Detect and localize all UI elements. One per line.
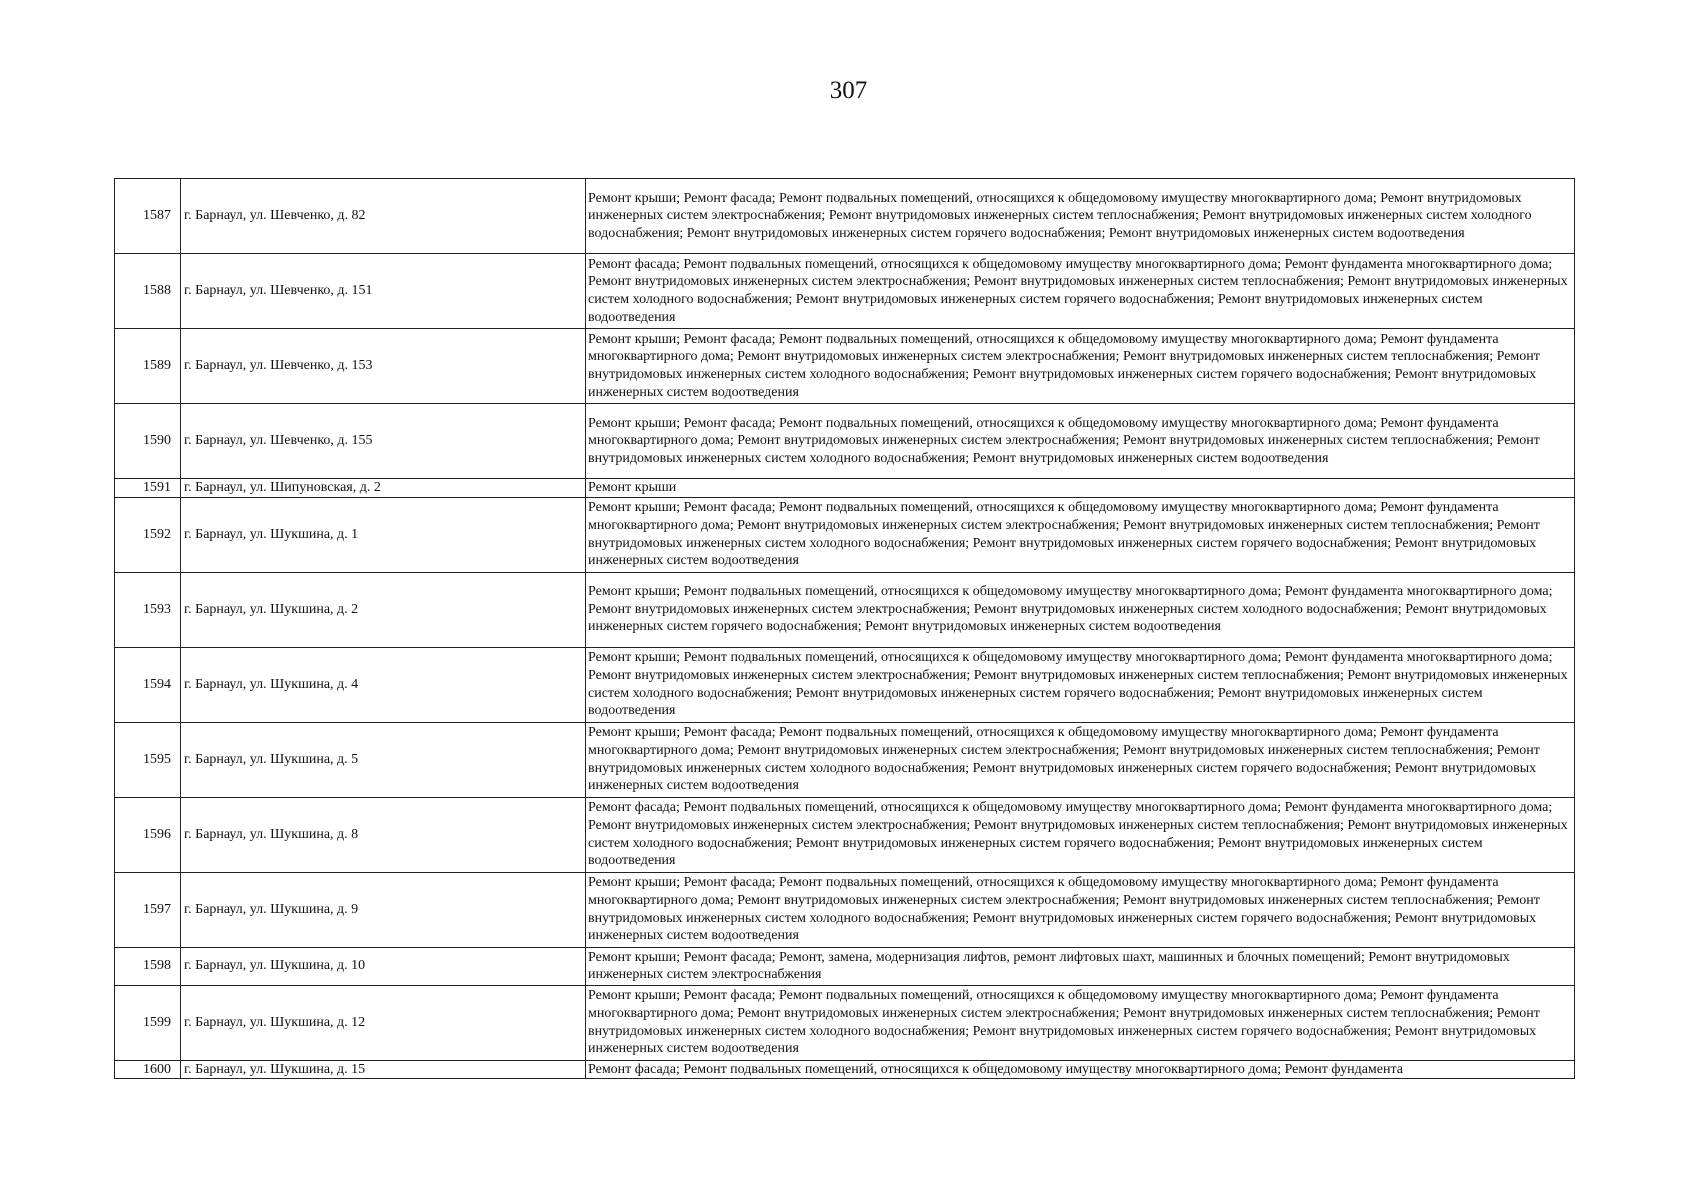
building-address: г. Барнаул, ул. Шевченко, д. 155: [181, 404, 586, 479]
table-row: [115, 254, 1575, 329]
building-address: г. Барнаул, ул. Шукшина, д. 9: [181, 872, 586, 947]
repair-works: Ремонт крыши; Ремонт фасада; Ремонт подвальных помещений, относящихся к общедомовому имуществу многоквартирного дома; Ремонт фундамента многоквартирного дома; Ремонт внутридомовых инженерных систем электроснабжения; Ремонт внутридомовых инженерных систем теплоснабжения; Ремонт внутридомовых инженерных систем холодного водоснабжения; Ремонт внутридомовых инженерных систем горячего водоснабжения; Ремонт внутридомовых инженерных систем водоотведения: [586, 497, 1575, 572]
table-row: [115, 479, 1575, 498]
building-address: г. Барнаул, ул. Шипуновская, д. 2: [181, 479, 586, 498]
building-address: г. Барнаул, ул. Шевченко, д. 153: [181, 329, 586, 404]
row-number: 1588: [115, 254, 181, 329]
table-row: [115, 572, 1575, 647]
row-number: 1597: [115, 872, 181, 947]
table-row: [115, 947, 1575, 985]
repair-works: Ремонт фасада; Ремонт подвальных помещений, относящихся к общедомовому имуществу многоквартирного дома; Ремонт фундамента: [586, 1060, 1575, 1079]
repair-works: Ремонт крыши; Ремонт фасада; Ремонт подвальных помещений, относящихся к общедомовому имуществу многоквартирного дома; Ремонт фундамента многоквартирного дома; Ремонт внутридомовых инженерных систем электроснабжения; Ремонт внутридомовых инженерных систем теплоснабжения; Ремонт внутридомовых инженерных систем холодного водоснабжения; Ремонт внутридомовых инженерных систем водоотведения: [586, 404, 1575, 479]
table-row: [115, 647, 1575, 722]
building-address: г. Барнаул, ул. Шевченко, д. 151: [181, 254, 586, 329]
repair-works: Ремонт крыши; Ремонт фасада; Ремонт подвальных помещений, относящихся к общедомовому имуществу многоквартирного дома; Ремонт фундамента многоквартирного дома; Ремонт внутридомовых инженерных систем электроснабжения; Ремонт внутридомовых инженерных систем теплоснабжения; Ремонт внутридомовых инженерных систем холодного водоснабжения; Ремонт внутридомовых инженерных систем горячего водоснабжения; Ремонт внутридомовых инженерных систем водоотведения: [586, 872, 1575, 947]
building-address: г. Барнаул, ул. Шукшина, д. 2: [181, 572, 586, 647]
building-address: г. Барнаул, ул. Шевченко, д. 82: [181, 179, 586, 254]
table-row: [115, 797, 1575, 872]
row-number: 1590: [115, 404, 181, 479]
table-row: [115, 404, 1575, 479]
repair-works: Ремонт крыши; Ремонт подвальных помещений, относящихся к общедомовому имуществу многоквартирного дома; Ремонт фундамента многоквартирного дома; Ремонт внутридомовых инженерных систем электроснабжения; Ремонт внутридомовых инженерных систем холодного водоснабжения; Ремонт внутридомовых инженерных систем горячего водоснабжения; Ремонт внутридомовых инженерных систем водоотведения: [586, 572, 1575, 647]
building-address: г. Барнаул, ул. Шукшина, д. 8: [181, 797, 586, 872]
row-number: 1595: [115, 722, 181, 797]
repair-works: Ремонт крыши; Ремонт фасада; Ремонт подвальных помещений, относящихся к общедомовому имуществу многоквартирного дома; Ремонт внутридомовых инженерных систем электроснабжения; Ремонт внутридомовых инженерных систем теплоснабжения; Ремонт внутридомовых инженерных систем холодного водоснабжения; Ремонт внутридомовых инженерных систем горячего водоснабжения; Ремонт внутридомовых инженерных систем водоотведения: [586, 179, 1575, 254]
repair-works: Ремонт крыши; Ремонт фасада; Ремонт подвальных помещений, относящихся к общедомовому имуществу многоквартирного дома; Ремонт фундамента многоквартирного дома; Ремонт внутридомовых инженерных систем электроснабжения; Ремонт внутридомовых инженерных систем теплоснабжения; Ремонт внутридомовых инженерных систем холодного водоснабжения; Ремонт внутридомовых инженерных систем горячего водоснабжения; Ремонт внутридомовых инженерных систем водоотведения: [586, 329, 1575, 404]
row-number: 1591: [115, 479, 181, 498]
repair-works: Ремонт фасада; Ремонт подвальных помещений, относящихся к общедомовому имуществу многоквартирного дома; Ремонт фундамента многоквартирного дома; Ремонт внутридомовых инженерных систем электроснабжения; Ремонт внутридомовых инженерных систем теплоснабжения; Ремонт внутридомовых инженерных систем холодного водоснабжения; Ремонт внутридомовых инженерных систем горячего водоснабжения; Ремонт внутридомовых инженерных систем водоотведения: [586, 797, 1575, 872]
repair-works: Ремонт крыши; Ремонт фасада; Ремонт, замена, модернизация лифтов, ремонт лифтовых шахт, машинных и блочных помещений; Ремонт внутридомовых инженерных систем электроснабжения: [586, 947, 1575, 985]
row-number: 1589: [115, 329, 181, 404]
table-row: [115, 1060, 1575, 1079]
repair-works: Ремонт крыши: [586, 479, 1575, 498]
row-number: 1587: [115, 179, 181, 254]
table-row: [115, 722, 1575, 797]
table-row: [115, 497, 1575, 572]
table-row: [115, 329, 1575, 404]
building-address: г. Барнаул, ул. Шукшина, д. 1: [181, 497, 586, 572]
table-row: [115, 872, 1575, 947]
row-number: 1593: [115, 572, 181, 647]
registry-table-body: [115, 179, 1575, 1079]
repair-registry-table: [114, 178, 1575, 1079]
building-address: г. Барнаул, ул. Шукшина, д. 15: [181, 1060, 586, 1079]
building-address: г. Барнаул, ул. Шукшина, д. 12: [181, 985, 586, 1060]
repair-works: Ремонт крыши; Ремонт фасада; Ремонт подвальных помещений, относящихся к общедомовому имуществу многоквартирного дома; Ремонт фундамента многоквартирного дома; Ремонт внутридомовых инженерных систем электроснабжения; Ремонт внутридомовых инженерных систем теплоснабжения; Ремонт внутридомовых инженерных систем холодного водоснабжения; Ремонт внутридомовых инженерных систем горячего водоснабжения; Ремонт внутридомовых инженерных систем водоотведения: [586, 722, 1575, 797]
repair-works: Ремонт фасада; Ремонт подвальных помещений, относящихся к общедомовому имуществу многоквартирного дома; Ремонт фундамента многоквартирного дома; Ремонт внутридомовых инженерных систем электроснабжения; Ремонт внутридомовых инженерных систем теплоснабжения; Ремонт внутридомовых инженерных систем холодного водоснабжения; Ремонт внутридомовых инженерных систем горячего водоснабжения; Ремонт внутридомовых инженерных систем водоотведения: [586, 254, 1575, 329]
table-row: [115, 179, 1575, 254]
repair-works: Ремонт крыши; Ремонт подвальных помещений, относящихся к общедомовому имуществу многоквартирного дома; Ремонт фундамента многоквартирного дома; Ремонт внутридомовых инженерных систем электроснабжения; Ремонт внутридомовых инженерных систем теплоснабжения; Ремонт внутридомовых инженерных систем холодного водоснабжения; Ремонт внутридомовых инженерных систем горячего водоснабжения; Ремонт внутридомовых инженерных систем водоотведения: [586, 647, 1575, 722]
row-number: 1600: [115, 1060, 181, 1079]
row-number: 1599: [115, 985, 181, 1060]
row-number: 1592: [115, 497, 181, 572]
row-number: 1596: [115, 797, 181, 872]
building-address: г. Барнаул, ул. Шукшина, д. 4: [181, 647, 586, 722]
building-address: г. Барнаул, ул. Шукшина, д. 10: [181, 947, 586, 985]
building-address: г. Барнаул, ул. Шукшина, д. 5: [181, 722, 586, 797]
table-row: [115, 985, 1575, 1060]
row-number: 1598: [115, 947, 181, 985]
row-number: 1594: [115, 647, 181, 722]
repair-works: Ремонт крыши; Ремонт фасада; Ремонт подвальных помещений, относящихся к общедомовому имуществу многоквартирного дома; Ремонт фундамента многоквартирного дома; Ремонт внутридомовых инженерных систем электроснабжения; Ремонт внутридомовых инженерных систем теплоснабжения; Ремонт внутридомовых инженерных систем холодного водоснабжения; Ремонт внутридомовых инженерных систем горячего водоснабжения; Ремонт внутридомовых инженерных систем водоотведения: [586, 985, 1575, 1060]
page-number: 307: [829, 77, 868, 104]
